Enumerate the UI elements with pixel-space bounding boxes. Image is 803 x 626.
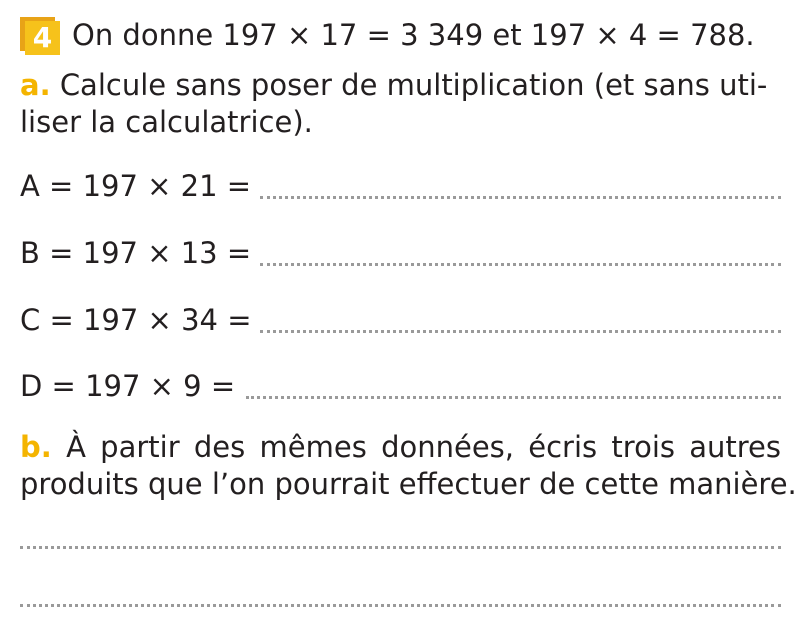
answer-line-b-1[interactable] [20, 546, 781, 549]
answer-line-b[interactable] [260, 263, 781, 266]
part-b-label: b. [20, 430, 52, 464]
answer-line-b-2[interactable] [20, 604, 781, 607]
equation-b: B = 197 × 13 = [20, 236, 252, 270]
answer-line-d[interactable] [246, 396, 781, 399]
part-a-line-2: liser la calculatrice). [20, 105, 313, 139]
part-a-text-1: Calcule sans poser de multiplication (et sans uti- [59, 68, 768, 102]
exercise-intro: On donne 197 × 17 = 3 349 et 197 × 4 = 788. [72, 18, 755, 52]
part-b-line-1 [20, 429, 781, 465]
answer-line-c[interactable] [260, 330, 781, 333]
part-a-line-1 [20, 67, 781, 103]
part-a-label: a. [20, 68, 51, 102]
answer-line-a[interactable] [260, 196, 781, 199]
exercise-number-badge [20, 17, 60, 55]
equation-c: C = 197 × 34 = [20, 303, 252, 337]
equation-a: A = 197 × 21 = [20, 169, 252, 203]
part-b-line-2: produits que l’on pourrait effectuer de cette manière. [20, 467, 797, 501]
exercise-number: 4 [25, 21, 60, 55]
part-b-text-1: À partir des mêmes données, écris trois autres [66, 430, 782, 464]
equation-d: D = 197 × 9 = [20, 369, 236, 403]
